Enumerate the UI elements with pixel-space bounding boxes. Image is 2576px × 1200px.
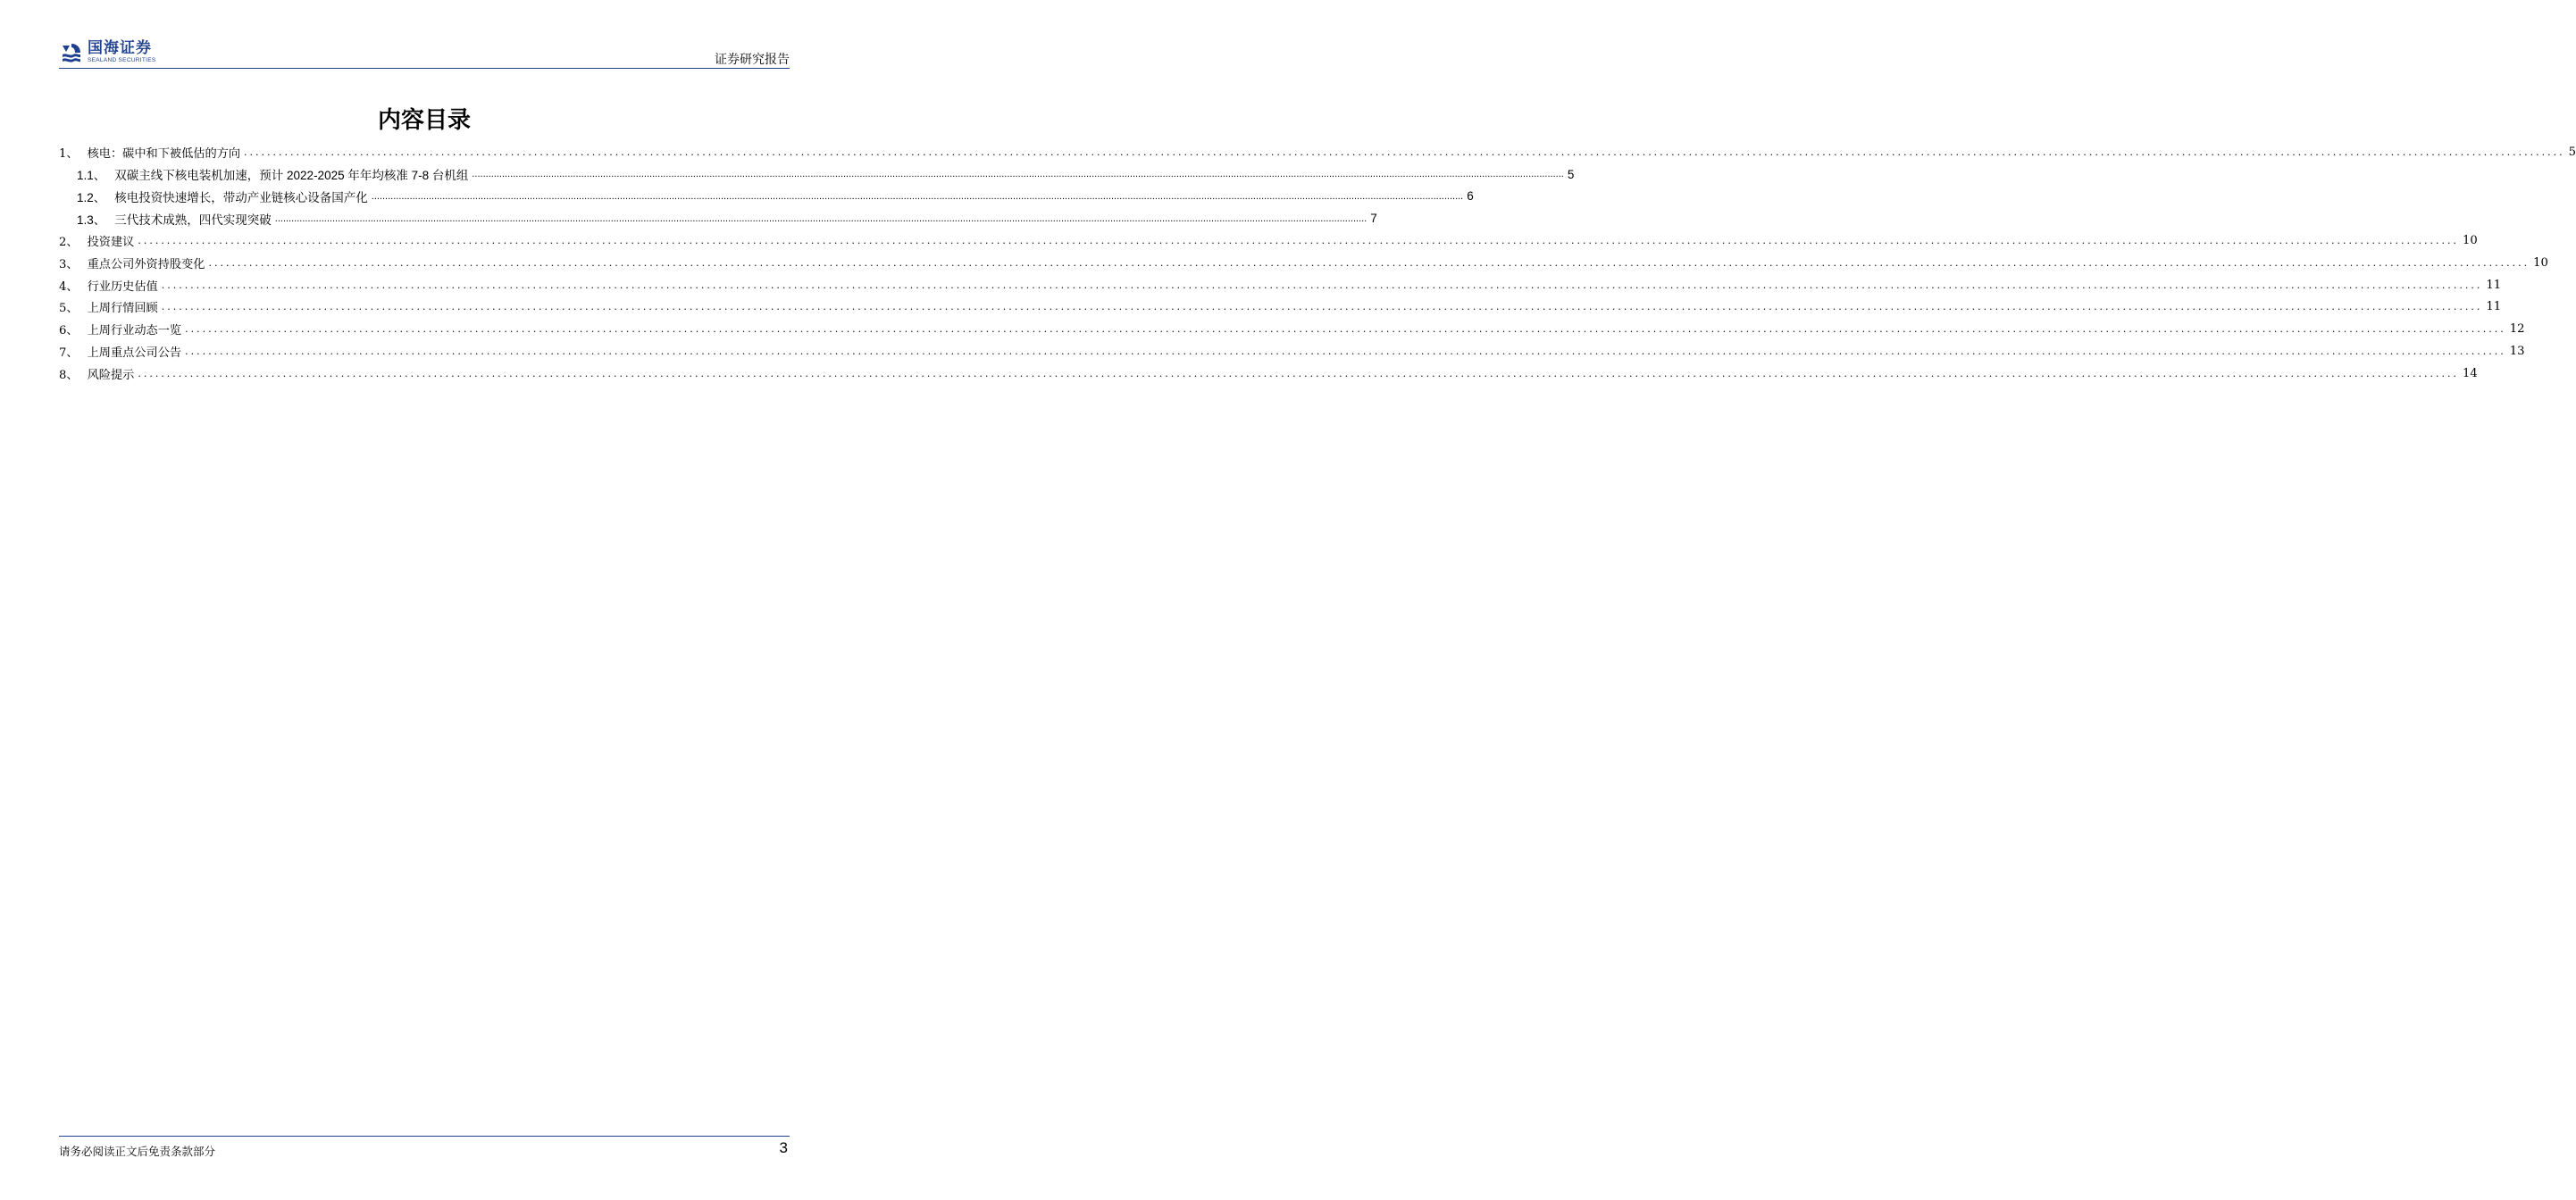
footer-divider [59, 1136, 790, 1137]
toc-leader-dots: ................................................................................................................................................................................................................................................................................................................................................................................................................ [161, 279, 2483, 291]
toc-entry-label: 上周行情回顾 [87, 302, 158, 316]
toc-entry[interactable] [59, 296, 2502, 319]
toc-entry-page: 10 [2533, 255, 2548, 270]
toc-entry-number: 8、 [59, 368, 79, 382]
table-of-contents [59, 141, 2576, 385]
toc-entry[interactable] [59, 274, 2502, 296]
toc-entry-number: 1、 [59, 146, 79, 161]
toc-entry[interactable] [59, 340, 2525, 362]
toc-leader-dots: ................................................................................................................................................................................................................................................................................................................................................................................................................ [185, 323, 2506, 336]
toc-entry-page: 14 [2462, 366, 2478, 380]
toc-entry-number: 7、 [59, 346, 79, 361]
toc-entry-number: 6、 [59, 324, 79, 338]
toc-entry-number: 3、 [59, 257, 79, 271]
toc-entry[interactable] [59, 141, 2576, 163]
toc-leader-dots: ................................................................................................................................................................................................................................................................................................................................................................................................................ [185, 346, 2506, 358]
header-divider [59, 68, 790, 69]
page-header [59, 39, 790, 69]
toc-entry[interactable] [59, 163, 1575, 186]
toc-entry-number: 1.1、 [77, 169, 106, 183]
toc-entry-label: 行业历史估值 [87, 279, 158, 294]
toc-leader-dots: ................................................................................................................................................................................................................................................................................................................................................................................................................ [244, 146, 2565, 158]
toc-entry-page: 11 [2486, 300, 2502, 314]
toc-entry-page: 6 [1467, 189, 1474, 204]
toc-title: 内容目录 [377, 107, 471, 134]
toc-entry-page: 7 [1370, 212, 1377, 226]
toc-leader-dots: ................................................................................................................................................................................................................................................................................................................................................................................................................ [161, 301, 2483, 313]
toc-entry-label: 上周重点公司公告 [87, 346, 182, 361]
toc-entry-label: 双碳主线下核电装机加速，预计 2022-2025 年年均核准 7-8 台机组 [114, 169, 469, 183]
toc-leader-dots: ................................................................................................................................................................................................................................................................................................................................................................................................................ [371, 190, 1464, 202]
toc-entry-label: 核电：碳中和下被低估的方向 [87, 146, 241, 161]
toc-leader-dots: ................................................................................................................................................................................................................................................................................................................................................................................................................ [208, 256, 2530, 269]
toc-entry-label: 三代技术成熟，四代实现突破 [114, 212, 272, 227]
toc-entry-label: 核电投资快速增长，带动产业链核心设备国产化 [114, 190, 368, 204]
toc-entry-number: 1.2、 [77, 190, 106, 204]
toc-entry[interactable] [59, 252, 2548, 274]
logo-chinese-name: 国海证券 [88, 39, 152, 58]
toc-leader-dots: ................................................................................................................................................................................................................................................................................................................................................................................................................ [472, 169, 1564, 180]
toc-entry-label: 风险提示 [87, 368, 135, 382]
toc-entry[interactable] [59, 318, 2525, 340]
toc-entry-number: 1.3、 [77, 212, 106, 227]
toc-entry-number: 2、 [59, 236, 79, 250]
toc-entry[interactable] [59, 186, 1474, 208]
toc-leader-dots: ................................................................................................................................................................................................................................................................................................................................................................................................................ [138, 235, 2459, 247]
logo-english-name: SEALAND SECURITIES [88, 57, 156, 64]
toc-entry-page: 5 [1567, 167, 1575, 181]
toc-entry-number: 4、 [59, 279, 79, 294]
toc-entry[interactable] [59, 362, 2478, 385]
toc-entry[interactable] [59, 229, 2478, 252]
toc-entry-page: 11 [2486, 278, 2502, 292]
toc-entry-page: 5 [2568, 145, 2576, 159]
toc-entry[interactable] [59, 207, 1377, 229]
toc-entry-label: 上周行业动态一览 [87, 324, 182, 338]
toc-entry-label: 投资建议 [87, 236, 135, 250]
toc-leader-dots: ................................................................................................................................................................................................................................................................................................................................................................................................................ [138, 367, 2459, 379]
toc-leader-dots: ................................................................................................................................................................................................................................................................................................................................................................................................................ [274, 212, 1367, 224]
disclaimer-note: 请务必阅读正文后免责条款部分 [59, 1145, 216, 1158]
sealand-logo-icon [59, 40, 84, 65]
toc-entry-page: 13 [2509, 345, 2525, 359]
toc-entry-page: 10 [2462, 234, 2478, 248]
toc-entry-page: 12 [2509, 322, 2525, 337]
toc-entry-label: 重点公司外资持股变化 [87, 257, 205, 271]
report-type-label: 证券研究报告 [715, 53, 790, 67]
company-logo [59, 39, 156, 66]
page-number: 3 [779, 1139, 788, 1156]
toc-entry-number: 5、 [59, 302, 79, 316]
